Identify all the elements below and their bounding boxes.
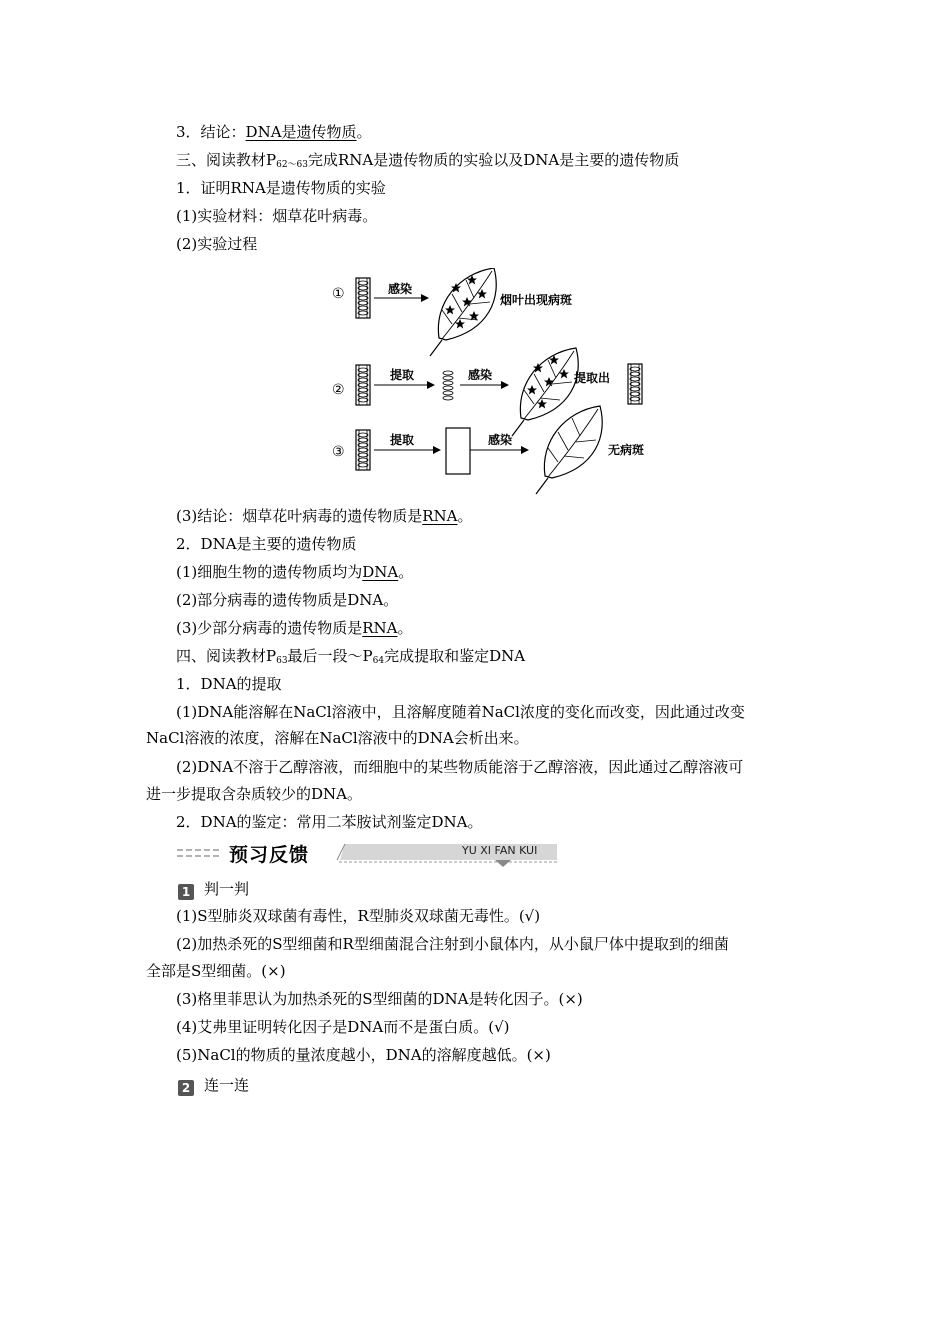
- subheading: 1．DNA的提取: [176, 675, 282, 693]
- section-subtitle: YU XI FAN KUI: [462, 844, 538, 857]
- row-marker-2: ②: [332, 382, 345, 398]
- conclusion-line: 3．结论：DNA是遗传物质。: [176, 123, 372, 141]
- section-title: 预习反馈: [229, 844, 310, 866]
- label-extract-3: 提取: [390, 433, 415, 447]
- label-lesions: 烟叶出现病斑: [500, 293, 573, 307]
- exercise-item: (4)艾弗里证明转化因子是DNA而不是蛋白质。(√): [176, 1018, 510, 1036]
- exercise-heading-1: 1 判一判: [178, 879, 249, 900]
- row-marker-1: ①: [332, 286, 345, 302]
- label-infect-1: 感染: [388, 282, 413, 296]
- exercise-item: 全部是S型细菌。(×): [146, 962, 286, 980]
- subheading: 1．证明RNA是遗传物质的实验: [176, 179, 386, 197]
- label-extract-2: 提取: [390, 368, 415, 382]
- text-line: (1)实验材料：烟草花叶病毒。: [176, 207, 378, 225]
- subheading: 2．DNA的鉴定：常用二苯胺试剂鉴定DNA。: [176, 813, 483, 831]
- extract-container: [446, 428, 470, 474]
- paragraph-line: 进一步提取含杂质较少的DNA。: [146, 785, 362, 803]
- section-heading-4: 四、阅读教材$P_{63}$最后一段$\sim P_{64}$完成提取和鉴定DNA: [176, 647, 526, 666]
- text-line: (1)细胞生物的遗传物质均为DNA。: [176, 563, 414, 581]
- leaf-with-lesions-1: [430, 268, 496, 356]
- exercise-item: (1)S型肺炎双球菌有毒性，R型肺炎双球菌无毒性。(√): [176, 907, 541, 925]
- section-banner: [177, 838, 557, 868]
- paragraph-line: (1)DNA能溶解在NaCl溶液中，且溶解度随着NaCl浓度的变化而改变，因此通过改变: [176, 703, 745, 721]
- text-line: (2)部分病毒的遗传物质是DNA。: [176, 591, 399, 609]
- exercise-number-badge: 2: [178, 1080, 194, 1096]
- healthy-leaf: [536, 406, 602, 494]
- label-infect-2: 感染: [468, 368, 493, 382]
- answer-blank: DNA: [362, 563, 399, 581]
- exercise-heading-2: 2 连一连: [178, 1075, 249, 1096]
- exercise-item: (3)格里菲思认为加热杀死的S型细菌的DNA是转化因子。(×): [176, 990, 583, 1008]
- answer-blank: RNA: [422, 507, 458, 525]
- subheading: 2．DNA是主要的遗传物质: [176, 535, 357, 553]
- exercise-item: (2)加热杀死的S型细菌和R型细菌混合注射到小鼠体内，从小鼠尸体中提取到的细菌: [176, 935, 729, 953]
- label-extracted: 提取出: [574, 371, 611, 385]
- label-no-lesions: 无病斑: [608, 443, 645, 457]
- exercise-number-badge: 1: [178, 884, 194, 900]
- text-line: (2)实验过程: [176, 235, 258, 253]
- answer-blank: RNA: [362, 619, 398, 637]
- conclusion-line: (3)结论：烟草花叶病毒的遗传物质是RNA。: [176, 507, 473, 525]
- text-line: (3)少部分病毒的遗传物质是RNA。: [176, 619, 413, 637]
- section-heading-3: 三、阅读教材$P_{62\sim 63}$完成RNA是遗传物质的实验以及DNA是主要的遗传物质: [176, 151, 680, 170]
- experiment-diagram: [330, 268, 650, 498]
- paragraph-line: NaCl溶液的浓度，溶解在NaCl溶液中的DNA会析出来。: [146, 729, 529, 747]
- paragraph-line: (2)DNA不溶于乙醇溶液，而细胞中的某些物质能溶于乙醇溶液，因此通过乙醇溶液可: [176, 758, 744, 776]
- row-marker-3: ③: [332, 444, 345, 460]
- exercise-item: (5)NaCl的物质的量浓度越小，DNA的溶解度越低。(×): [176, 1046, 551, 1064]
- answer-blank: DNA是遗传物质: [245, 123, 357, 141]
- label-infect-3: 感染: [488, 433, 513, 447]
